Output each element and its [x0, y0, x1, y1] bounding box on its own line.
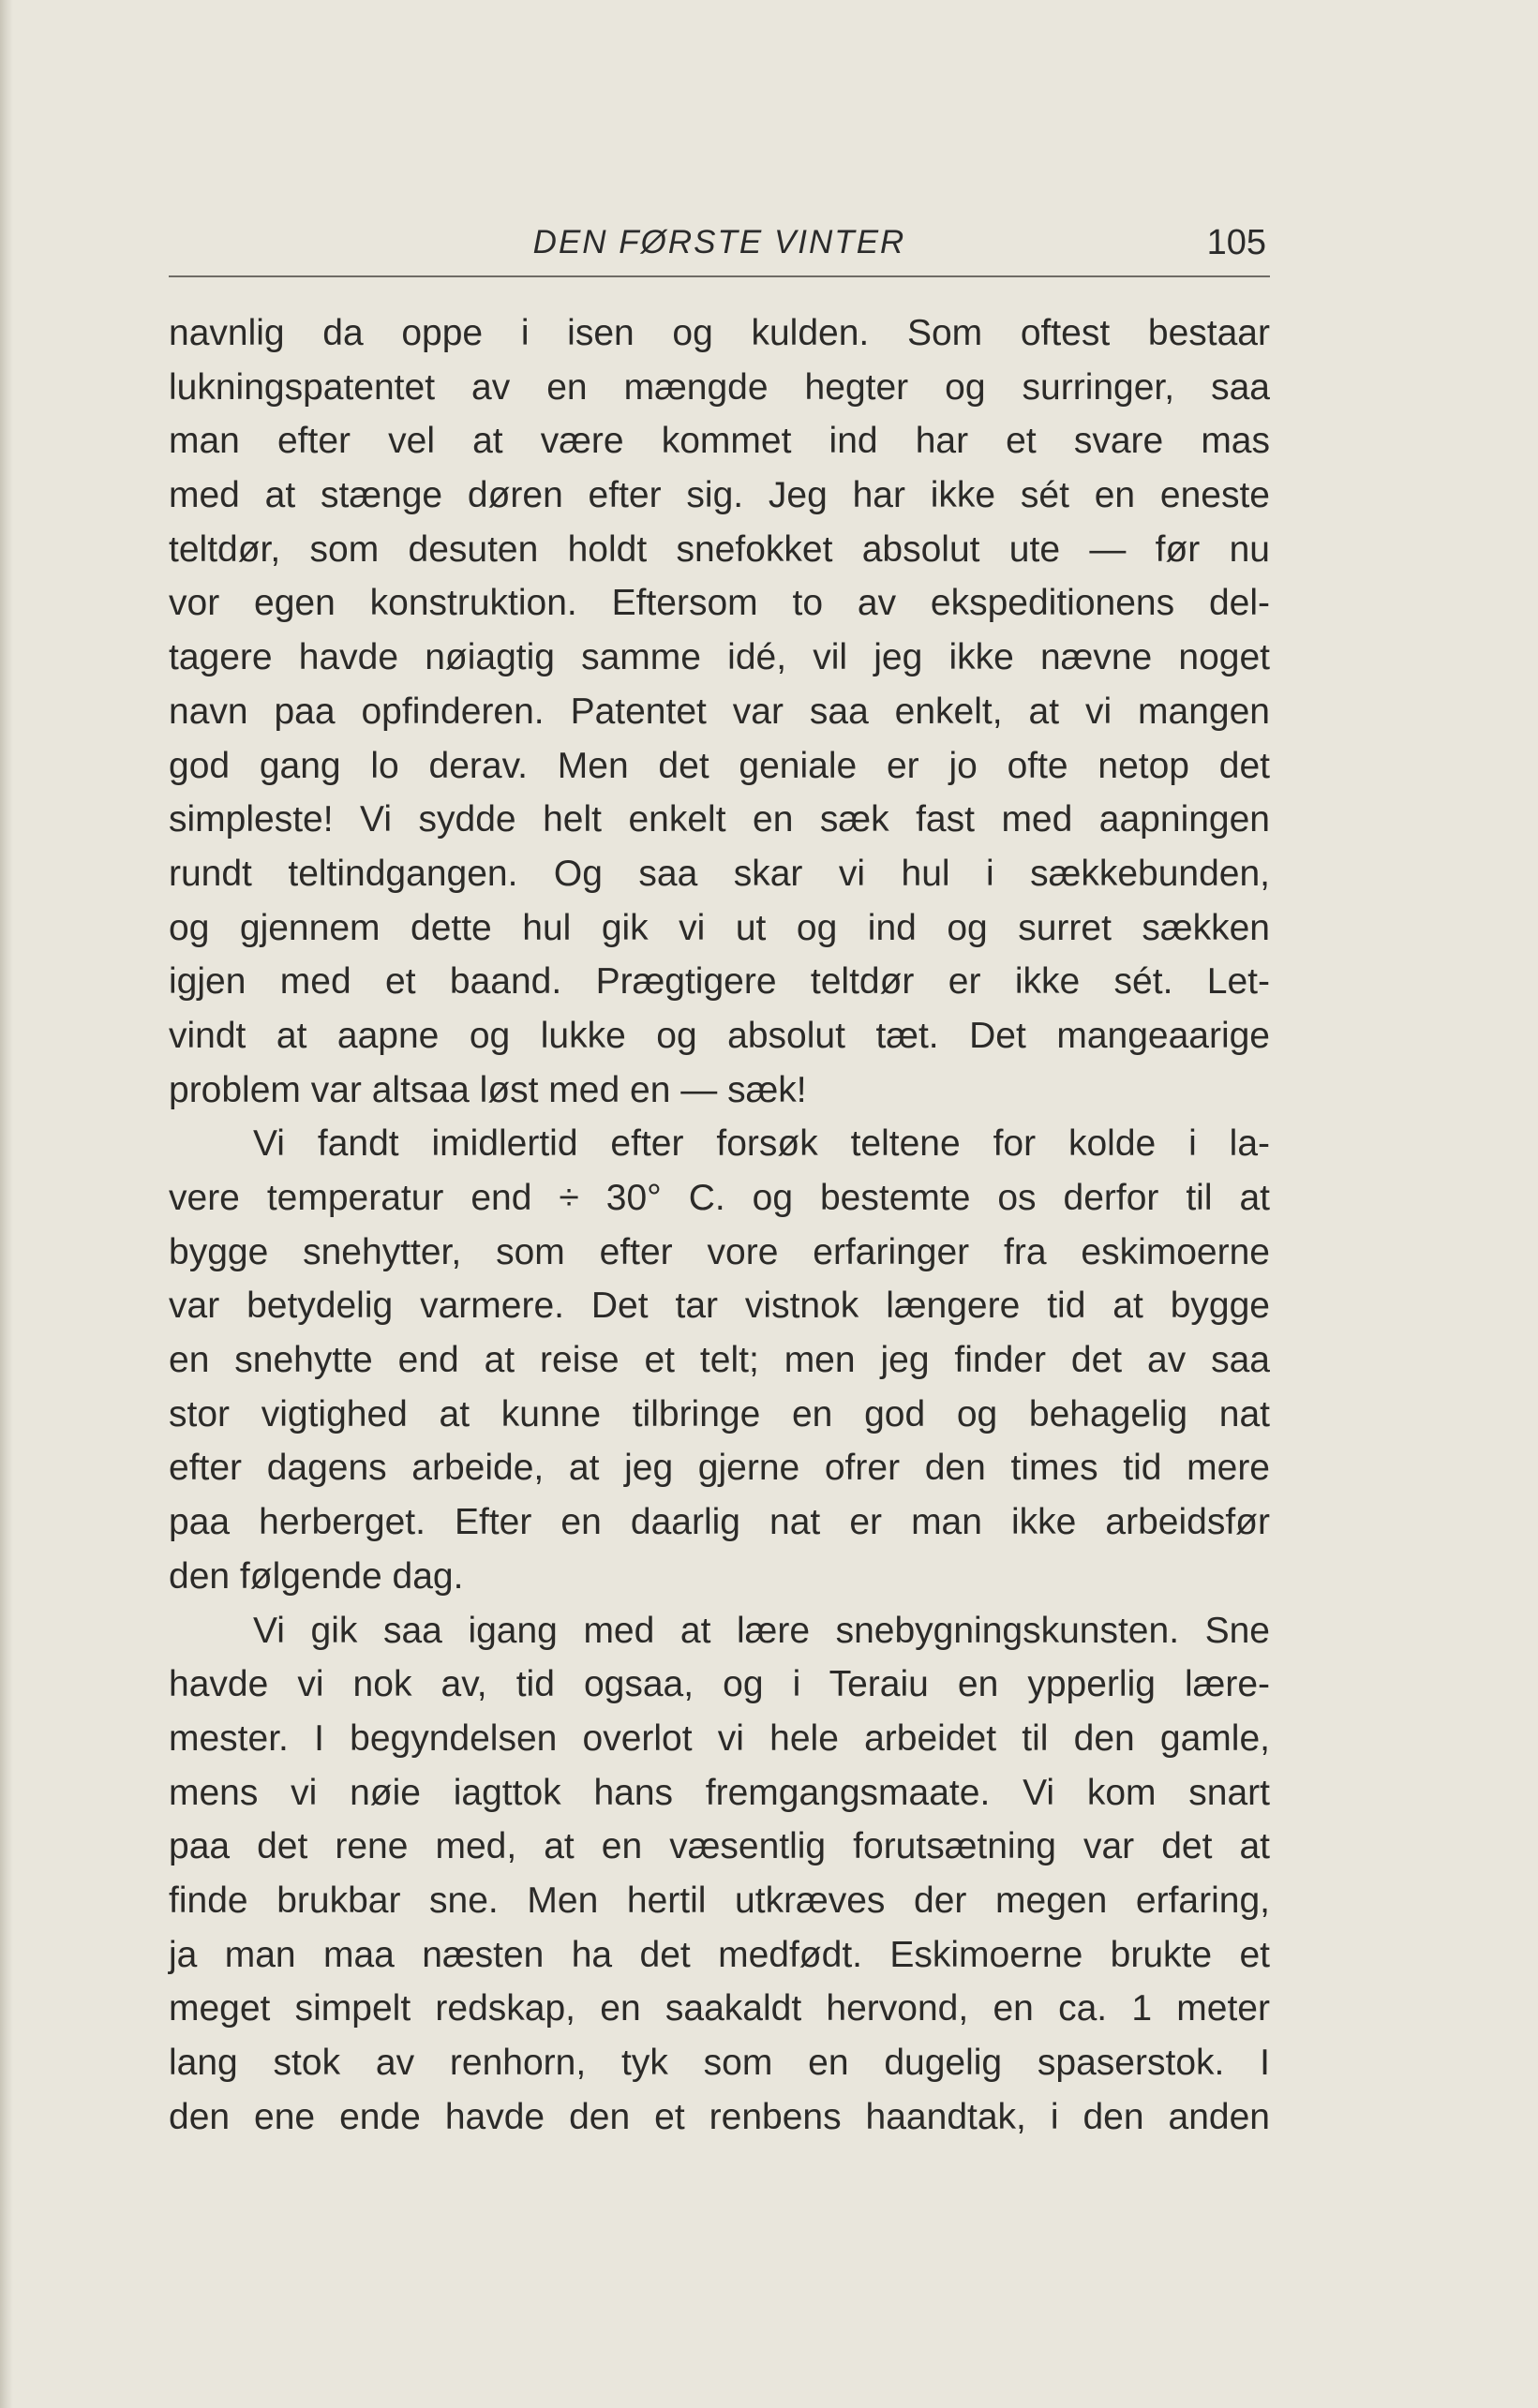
- text-line: paa det rene med, at en væsentlig forutsætning var det at: [169, 1826, 1270, 1867]
- text-line: vindt at aapne og lukke og absolut tæt. Det mangeaarige: [169, 1015, 1270, 1056]
- text-line: stor vigtighed at kunne tilbringe en god og behagelig nat: [169, 1393, 1270, 1434]
- text-line: den følgende dag.: [169, 1555, 464, 1597]
- text-line: rundt teltindgangen. Og saa skar vi hul i sækkebunden,: [169, 853, 1270, 894]
- text-line: og gjennem dette hul gik vi ut og ind og surret sækken: [169, 907, 1270, 948]
- text-line: vor egen konstruktion. Eftersom to av ekspeditionens del-: [169, 583, 1270, 624]
- body-text: [169, 306, 1270, 2144]
- text-line: paa herberget. Efter en daarlig nat er man ikke arbeidsfør: [169, 1502, 1270, 1543]
- text-line: problem var altsaa løst med en — sæk!: [169, 1069, 807, 1110]
- text-line: mens vi nøie iagttok hans fremgangsmaate. Vi kom snart: [169, 1772, 1270, 1813]
- text-line: god gang lo derav. Men det geniale er jo ofte netop det: [169, 745, 1270, 786]
- text-line: havde vi nok av, tid ogsaa, og i Teraiu en ypperlig lære-: [169, 1664, 1270, 1705]
- text-line: navnlig da oppe i isen og kulden. Som oftest bestaar: [169, 313, 1270, 353]
- text-line: finde brukbar sne. Men hertil utkræves der megen erfaring,: [169, 1880, 1270, 1921]
- text-line: en snehytte end at reise et telt; men jeg finder det av saa: [169, 1340, 1270, 1381]
- text-line: efter dagens arbeide, at jeg gjerne ofrer den times tid mere: [169, 1448, 1270, 1489]
- text-line: ja man maa næsten ha det medfødt. Eskimoerne brukte et: [169, 1934, 1270, 1975]
- text-line: simpleste! Vi sydde helt enkelt en sæk fast med aapningen: [169, 799, 1270, 840]
- page-header: [169, 219, 1270, 277]
- running-title: DEN FØRSTE VINTER: [532, 224, 906, 260]
- text-line: vere temperatur end ÷ 30° C. og bestemte os derfor til at: [169, 1178, 1270, 1218]
- text-line: den ene ende havde den et renbens haandtak, i den anden: [169, 2096, 1270, 2137]
- text-line: Vi gik saa igang med at lære snebygningskunsten. Sne: [253, 1610, 1270, 1651]
- text-line: navn paa opfinderen. Patentet var saa enkelt, at vi mangen: [169, 691, 1270, 732]
- text-line: bygge snehytter, som efter vore erfaringer fra eskimoerne: [169, 1231, 1270, 1272]
- text-line: med at stænge døren efter sig. Jeg har ikke sét en eneste: [169, 475, 1270, 516]
- text-line: lang stok av renhorn, tyk som en dugelig spaserstok. I: [169, 2043, 1270, 2083]
- text-line: man efter vel at være kommet ind har et svare mas: [169, 421, 1270, 462]
- text-line: lukningspatentet av en mængde hegter og surringer, saa: [169, 366, 1270, 408]
- text-line: teltdør, som desuten holdt snefokket absolut ute — før nu: [169, 528, 1270, 570]
- page-number: 105: [1206, 223, 1266, 262]
- binding-edge: [0, 0, 13, 2408]
- text-line: tagere havde nøiagtig samme idé, vil jeg ikke nævne noget: [169, 637, 1270, 678]
- text-line: mester. I begyndelsen overlot vi hele arbeidet til den gamle,: [169, 1717, 1270, 1759]
- text-line: var betydelig varmere. Det tar vistnok længere tid at bygge: [169, 1286, 1270, 1327]
- text-line: meget simpelt redskap, en saakaldt hervond, en ca. 1 meter: [169, 1988, 1270, 2029]
- text-line: Vi fandt imidlertid efter forsøk teltene for kolde i la-: [253, 1123, 1270, 1165]
- text-line: igjen med et baand. Prægtigere teltdør er ikke sét. Let-: [169, 961, 1270, 1003]
